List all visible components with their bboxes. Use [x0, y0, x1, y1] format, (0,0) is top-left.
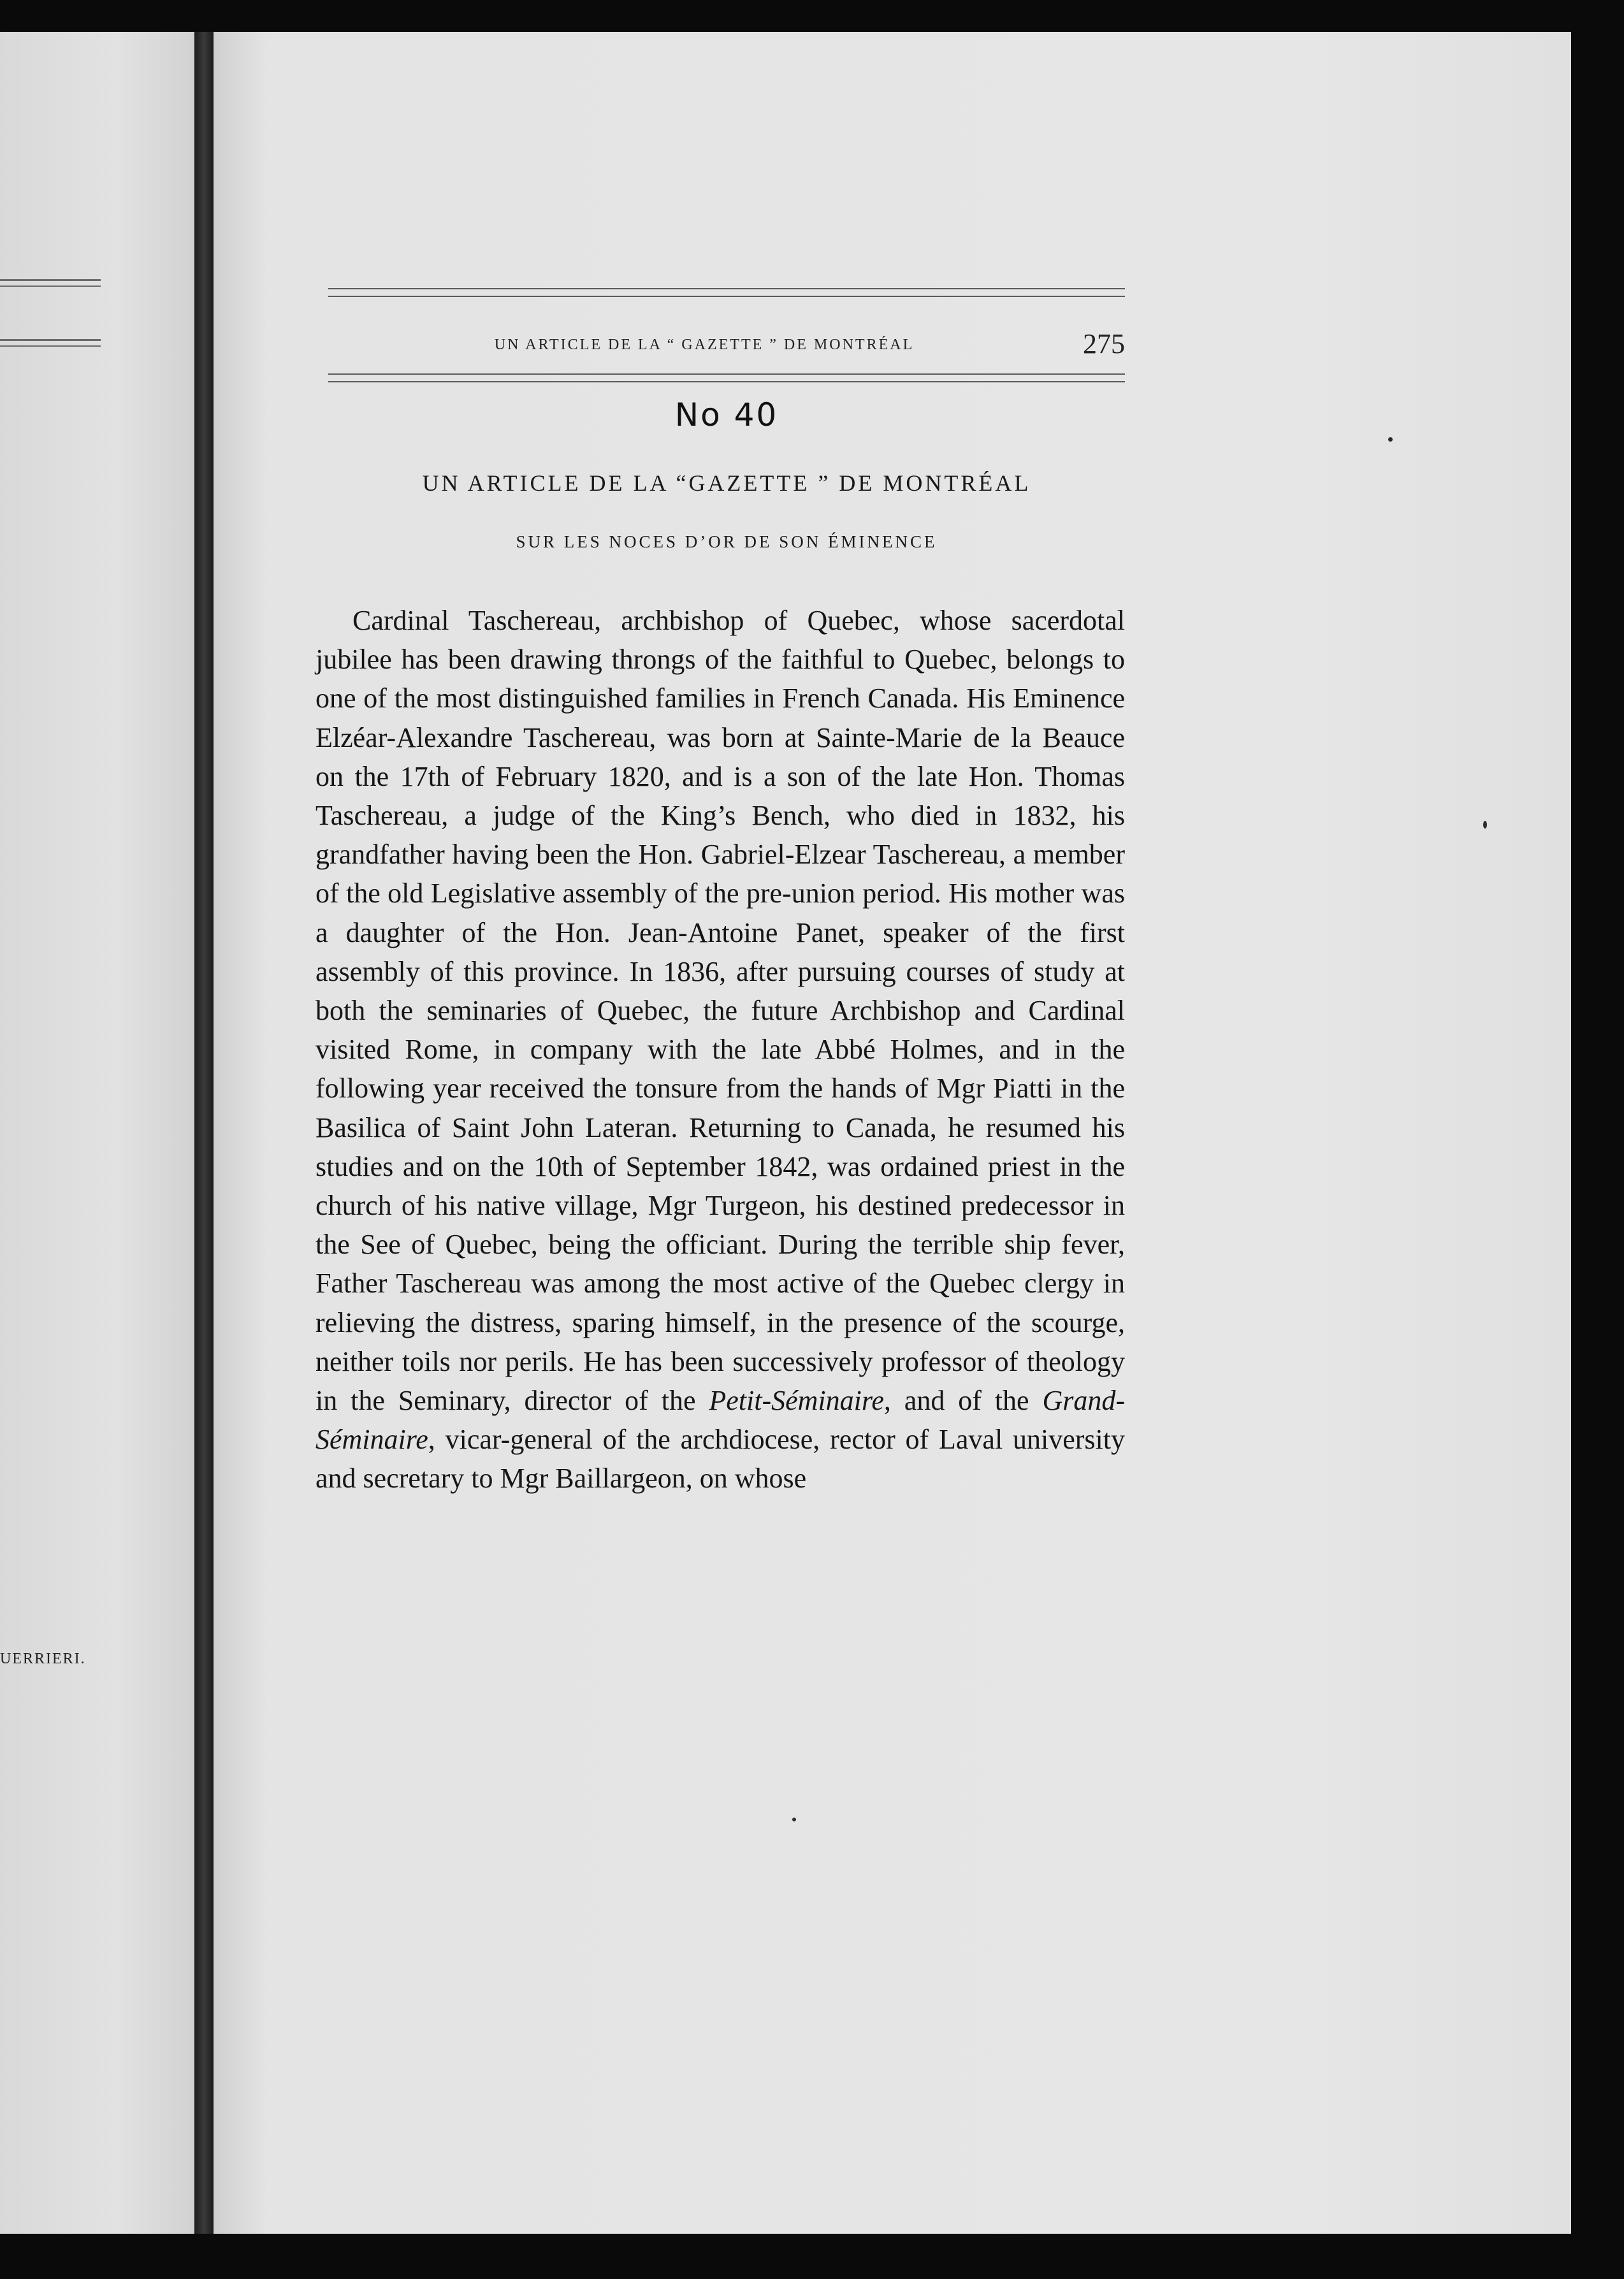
previous-page-edge	[0, 32, 194, 2234]
left-page-rule	[0, 286, 101, 287]
running-head	[328, 288, 1125, 384]
header-rule	[328, 381, 1125, 382]
article-title: UN ARTICLE DE LA “GAZETTE ” DE MONTRÉAL	[422, 470, 1031, 496]
book-gutter	[194, 32, 214, 2234]
scan-speck	[1483, 821, 1487, 828]
article-body	[315, 601, 1125, 1498]
body-text-run: , vicar-general of the archdiocese, rector of Laval university and secretary to Mgr Baillargeon, on whose	[315, 1424, 1125, 1494]
body-text-run: , and of the	[883, 1385, 1029, 1417]
left-page-rule	[0, 339, 101, 341]
body-italic-term: Petit-Séminaire	[709, 1385, 884, 1417]
header-rule	[328, 288, 1125, 289]
left-page-rule	[0, 279, 101, 281]
running-head-title: UN ARTICLE DE LA “ GAZETTE ” DE MONTRÉAL	[494, 336, 915, 353]
page-number: 275	[1083, 328, 1125, 359]
scan-speck	[792, 1818, 796, 1821]
header-rule	[328, 373, 1125, 375]
article-subtitle: SUR LES NOCES D’OR DE SON ÉMINENCE	[516, 532, 938, 551]
body-italic-term: Grand-Séminaire	[315, 1385, 1126, 1456]
book-page	[214, 32, 1571, 2234]
header-rule	[328, 296, 1125, 297]
left-page-rule	[0, 345, 101, 347]
document-number: No 40	[674, 396, 779, 433]
scan-speck	[1388, 437, 1393, 442]
body-text-run: Cardinal Taschereau, archbishop of Quebec, whose sacerdotal jubilee has been drawing throngs of the faithful to Quebec, belongs to one of the most distinguished families in French Canada. His Eminence Elzéar-Alexandre Taschereau, was born at Sainte-Marie de la Beauce on the 17th of February 1820, and is a son of the late Hon. Thomas Taschereau, a judge of the King’s Bench, who died in 1832, his grandfather having been the Hon. Gabriel-Elzear Taschereau, a member of the old Legislative assembly of the pre-union period. His mother was a daughter of the Hon. Jean-Antoine Panet, speaker of the first assembly of this province. In 1836, after pursuing courses of study at both the seminaries of Quebec, the future Archbishop and Cardinal visited Rome, in company with the late Abbé Holmes, and in the following year received the tonsure from the hands of Mgr Piatti in the Basilica of Saint John Lateran. Returning to Canada, he resumed his studies and on the 10th of September 1842, was ordained priest in the church of his native village, Mgr Turgeon, his destined predecessor in the See of Quebec, being the officiant. During the terrible ship fever, Father Taschereau was among the most active of the Quebec clergy in relieving the distress, sparing himself, in the presence of the scourge, neither toils nor perils. He has been successively professor of theology in the Seminary, director of the	[315, 605, 1125, 1417]
left-page-text-fragment: UERRIERI.	[0, 1651, 86, 1667]
